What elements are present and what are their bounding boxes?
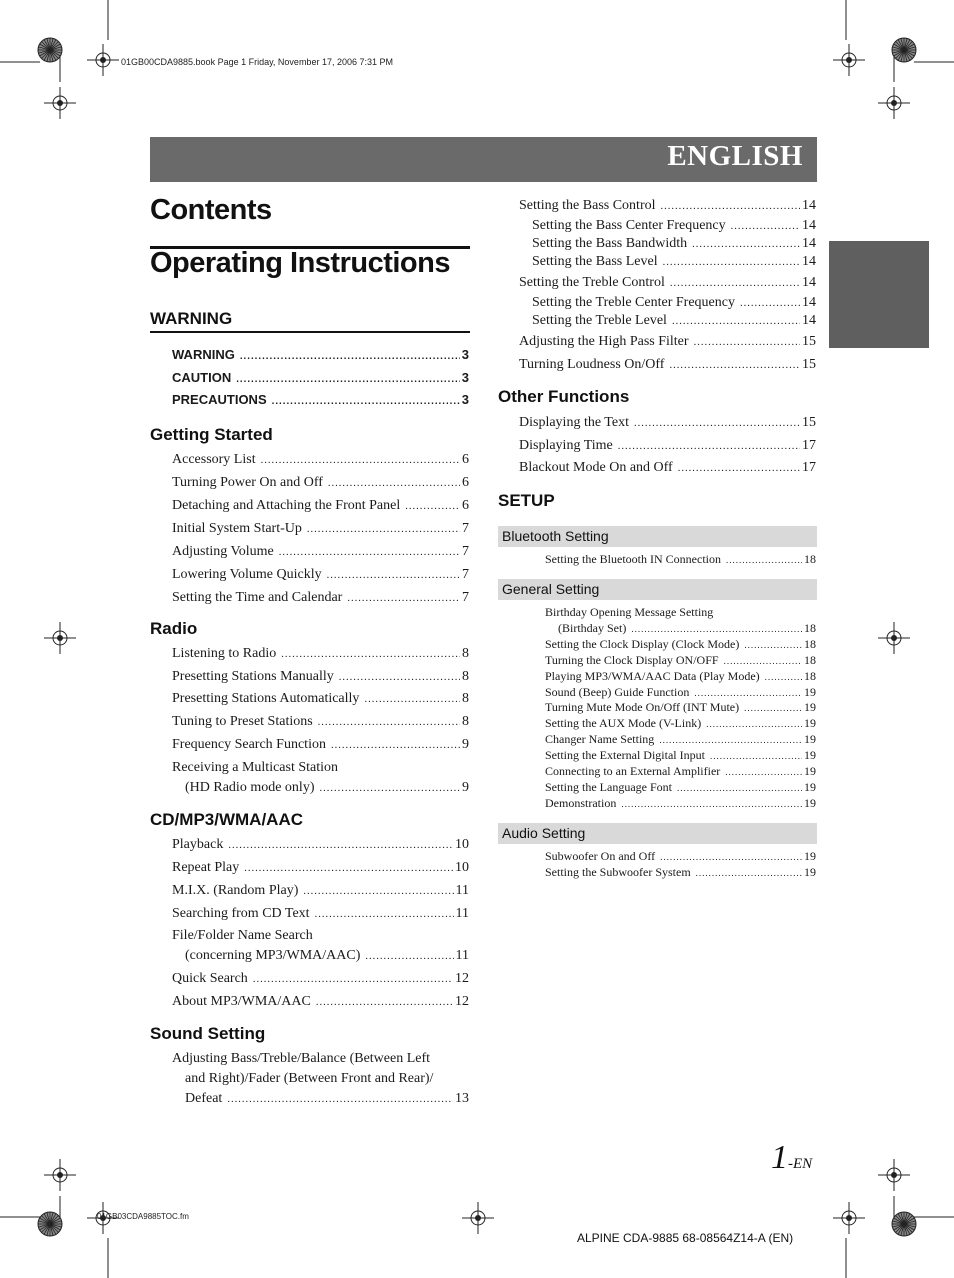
- toc-entry: [545, 796, 816, 811]
- toc-entry: [532, 295, 816, 311]
- section-heading-setup: SETUP: [498, 491, 555, 510]
- toc-entry-page: 8: [462, 668, 469, 684]
- registration-target-icon: [44, 87, 76, 119]
- toc-entry-page: 19: [804, 763, 816, 778]
- toc-entry: [532, 313, 816, 329]
- subheading-bluetooth: [498, 526, 817, 547]
- page-number-value: 1: [771, 1139, 788, 1176]
- toc-entry: [172, 971, 469, 987]
- toc-entry-title: (Birthday Set): [558, 621, 627, 635]
- toc-entry-adjusting: [185, 1091, 469, 1107]
- toc-entry-file-search: [185, 948, 469, 964]
- subheading-audio: [498, 823, 817, 844]
- registration-target-icon: [87, 44, 119, 76]
- toc-entry-adjusting-line1: Adjusting Bass/Treble/Balance (Between Left: [172, 1051, 431, 1066]
- toc-entry-title: Blackout Mode On and Off: [519, 460, 673, 475]
- toc-entry-title: Turning Loudness On/Off: [519, 357, 665, 372]
- page-subtitle: Operating Instructions: [150, 247, 450, 279]
- toc-entry: [172, 567, 469, 583]
- toc-entry-page: 18: [804, 621, 816, 635]
- section-heading-getting-started: Getting Started: [150, 425, 273, 444]
- toc-entry-page: 18: [804, 668, 816, 683]
- section-heading-radio: Radio: [150, 619, 198, 638]
- toc-entry: [172, 691, 469, 707]
- toc-entry-page: 14: [802, 275, 816, 290]
- toc-entry: [545, 669, 816, 684]
- section-heading-cd: CD/MP3/WMA/AAC: [150, 810, 303, 829]
- toc-entry-title: Defeat: [185, 1091, 223, 1106]
- toc-entry-title: Setting the Language Font: [545, 779, 672, 794]
- toc-entry: [545, 716, 816, 731]
- toc-entry: [532, 254, 816, 270]
- toc-entry-page: 19: [804, 849, 816, 863]
- toc-entry-page: 19: [804, 865, 816, 879]
- subheading-bluetooth-text: Bluetooth Setting: [502, 528, 609, 544]
- registration-target-icon: [833, 44, 865, 76]
- toc-entry-title: Setting the Bluetooth IN Connection: [545, 552, 721, 566]
- toc-entry-title: Accessory List: [172, 452, 256, 467]
- toc-entry-birthday-line1: Birthday Opening Message Setting: [545, 605, 714, 619]
- toc-entry: [519, 275, 816, 291]
- toc-entry: [172, 392, 469, 407]
- toc-entry-title: Sound (Beep) Guide Function: [545, 684, 690, 699]
- toc-entry-page: 10: [455, 837, 469, 852]
- toc-entry-title: Setting the AUX Mode (V-Link): [545, 716, 702, 731]
- toc-entry-page: 9: [462, 780, 469, 795]
- page-number-suffix: -EN: [788, 1156, 813, 1172]
- toc-entry: [545, 653, 816, 668]
- toc-entry-title: Setting the Treble Level: [532, 313, 667, 328]
- toc-entry-page: 14: [802, 236, 816, 251]
- subheading-audio-text: Audio Setting: [502, 825, 586, 841]
- toc-entry: [519, 438, 816, 454]
- toc-entry-page: 8: [462, 646, 469, 661]
- toc-entry-title: WARNING: [172, 347, 235, 362]
- toc-entry-title: Subwoofer On and Off: [545, 849, 656, 863]
- toc-entry-page: 19: [804, 716, 816, 731]
- registration-target-icon: [878, 87, 910, 119]
- toc-entry-page: 11: [455, 883, 469, 898]
- toc-entry-title: Tuning to Preset Stations: [172, 714, 313, 730]
- toc-entry-title: Playing MP3/WMA/AAC Data (Play Mode): [545, 668, 760, 683]
- toc-entry-page: 14: [802, 254, 816, 269]
- color-bar-wheel-icon: [38, 1212, 62, 1236]
- toc-entry: [519, 357, 816, 373]
- toc-entry-title: Turning Power On and Off: [172, 475, 323, 490]
- toc-entry-page: 18: [804, 652, 816, 667]
- toc-entry: [545, 865, 816, 880]
- registration-target-icon: [44, 622, 76, 654]
- toc-entry-title: Playback: [172, 837, 224, 852]
- toc-entry-page: 19: [804, 779, 816, 794]
- toc-entry-title: (HD Radio mode only): [185, 780, 315, 795]
- toc-entry-page: 17: [802, 460, 816, 475]
- toc-entry-title: Repeat Play: [172, 860, 240, 875]
- footer-model: ALPINE CDA-9885 68-08564Z14-A (EN): [577, 1231, 794, 1245]
- toc-entry-title: Lowering Volume Quickly: [172, 567, 322, 582]
- toc-entry: [172, 347, 469, 362]
- toc-entry-page: 13: [455, 1091, 469, 1106]
- toc-entry-page: 18: [804, 552, 816, 566]
- toc-entry: [532, 218, 816, 234]
- toc-entry: [519, 415, 816, 431]
- toc-entry-page: 8: [462, 691, 469, 707]
- toc-entry-page: 12: [455, 994, 469, 1009]
- toc-entry-page: 15: [802, 334, 816, 349]
- toc-entry-adjusting-line2: and Right)/Fader (Between Front and Rear)/: [185, 1071, 434, 1086]
- toc-entry-page: 10: [455, 860, 469, 875]
- toc-entry-title: Demonstration: [545, 795, 617, 810]
- toc-entry-title: Setting the Time and Calendar: [172, 590, 343, 605]
- toc-entry-title: Searching from CD Text: [172, 906, 310, 921]
- toc-entry-page: 14: [802, 198, 816, 213]
- toc-entry: [172, 737, 469, 753]
- toc-entry-page: 15: [802, 357, 816, 372]
- toc-entry-page: 6: [462, 452, 469, 467]
- toc-entry: [545, 764, 816, 779]
- toc-entry-page: 14: [802, 218, 816, 233]
- registration-target-icon: [878, 622, 910, 654]
- toc-entry-page: 14: [802, 295, 816, 310]
- color-bar-wheel-icon: [892, 38, 916, 62]
- toc-entry-title: Presetting Stations Automatically: [172, 691, 360, 707]
- toc-entry: [545, 552, 816, 567]
- toc-entry: [519, 334, 816, 350]
- side-language-tab: [829, 241, 929, 348]
- toc-entry-title: Setting the Bass Control: [519, 198, 656, 213]
- toc-entry-title: Setting the Bass Center Frequency: [532, 218, 726, 233]
- toc-entry-title: Displaying Time: [519, 437, 613, 453]
- toc-entry: [172, 590, 469, 606]
- registration-target-icon: [833, 1202, 865, 1234]
- toc-entry-title: Listening to Radio: [172, 646, 277, 661]
- page-title: Contents: [150, 194, 272, 226]
- subheading-general-text: General Setting: [502, 581, 600, 597]
- section-heading-other-functions: Other Functions: [498, 387, 630, 406]
- toc-entry-page: 17: [802, 437, 816, 453]
- toc-entry: [172, 646, 469, 662]
- toc-entry-page: 3: [461, 347, 469, 362]
- toc-entry-page: 7: [462, 521, 469, 536]
- toc-entry-page: 12: [455, 971, 469, 986]
- toc-entry-title: Setting the Clock Display (Clock Mode): [545, 637, 740, 651]
- page-number: [771, 1139, 812, 1177]
- toc-entry: [172, 452, 469, 468]
- toc-entry: [545, 780, 816, 795]
- toc-entry: [545, 700, 816, 715]
- toc-entry-title: CAUTION: [172, 369, 232, 385]
- language-banner: [150, 137, 817, 182]
- toc-entry: [545, 637, 816, 652]
- toc-entry-page: 3: [461, 369, 469, 385]
- registration-target-icon: [462, 1202, 494, 1234]
- toc-entry-title: Adjusting Volume: [172, 544, 274, 559]
- toc-entry-page: 18: [804, 637, 816, 651]
- toc-entry-page: 11: [455, 906, 469, 921]
- toc-entry: [172, 370, 469, 385]
- toc-entry-title: Setting the Subwoofer System: [545, 865, 691, 879]
- toc-entry-page: 19: [804, 684, 816, 699]
- toc-entry-birthday: [558, 621, 816, 636]
- color-bar-wheel-icon: [38, 38, 62, 62]
- section-heading-warning: WARNING: [150, 309, 233, 328]
- toc-entry: [172, 521, 469, 537]
- registration-target-icon: [44, 1159, 76, 1191]
- registration-target-icon: [878, 1159, 910, 1191]
- color-bar-wheel-icon: [892, 1212, 916, 1236]
- toc-entry-page: 7: [462, 567, 469, 582]
- toc-entry-title: Quick Search: [172, 971, 248, 986]
- toc-entry: [172, 544, 469, 560]
- toc-entry-title: PRECAUTIONS: [172, 392, 267, 407]
- toc-entry: [545, 849, 816, 864]
- toc-entry-title: Turning the Clock Display ON/OFF: [545, 652, 719, 667]
- toc-entry: [172, 994, 469, 1010]
- toc-entry-title: Setting the Treble Control: [519, 275, 665, 290]
- toc-entry-title: Turning Mute Mode On/Off (INT Mute): [545, 700, 740, 715]
- toc-entry: [172, 498, 469, 514]
- toc-entry-title: Setting the Bass Bandwidth: [532, 236, 688, 251]
- warning-rule: [150, 331, 470, 333]
- toc-entry-page: 3: [461, 392, 469, 407]
- toc-entry-title: Initial System Start-Up: [172, 521, 302, 536]
- subheading-general: [498, 579, 817, 600]
- toc-entry-page: 19: [804, 700, 816, 715]
- toc-entry-page: 8: [462, 714, 469, 730]
- toc-entry-title: About MP3/WMA/AAC: [172, 994, 311, 1009]
- toc-entry-title: M.I.X. (Random Play): [172, 883, 299, 898]
- footer-filename: 01GB03CDA9885TOC.fm: [97, 1212, 189, 1221]
- toc-entry-file-search-line1: File/Folder Name Search: [172, 928, 313, 943]
- toc-entry: [545, 685, 816, 700]
- toc-entry: [172, 714, 469, 730]
- toc-entry: [172, 837, 469, 853]
- toc-entry-title: Presetting Stations Manually: [172, 668, 334, 684]
- section-heading-sound: Sound Setting: [150, 1024, 266, 1043]
- toc-entry-title: (concerning MP3/WMA/AAC): [185, 948, 361, 963]
- toc-entry-title: Detaching and Attaching the Front Panel: [172, 498, 401, 513]
- toc-entry: [172, 475, 469, 491]
- toc-entry-page: 6: [462, 475, 469, 490]
- toc-entry-page: 9: [462, 736, 469, 752]
- toc-entry: [532, 236, 816, 252]
- toc-entry: [545, 732, 816, 747]
- toc-entry-page: 19: [804, 795, 816, 810]
- toc-entry-page: 14: [802, 313, 816, 328]
- toc-entry: [519, 198, 816, 214]
- toc-entry-page: 19: [804, 732, 816, 747]
- toc-entry: [172, 883, 469, 899]
- toc-entry: [172, 860, 469, 876]
- toc-entry-title: Connecting to an External Amplifier: [545, 763, 721, 778]
- toc-entry: [172, 906, 469, 922]
- print-header-info: 01GB00CDA9885.book Page 1 Friday, November 17, 2006 7:31 PM: [121, 57, 393, 67]
- toc-entry-multicast-line1: Receiving a Multicast Station: [172, 760, 339, 775]
- toc-entry-title: Setting the External Digital Input: [545, 747, 705, 762]
- toc-entry-title: Adjusting the High Pass Filter: [519, 334, 689, 349]
- toc-entry-page: 11: [455, 948, 469, 963]
- toc-entry-page: 15: [802, 415, 816, 430]
- toc-entry-page: 19: [804, 747, 816, 762]
- toc-entry-title: Frequency Search Function: [172, 736, 326, 752]
- toc-entry-multicast: [185, 780, 469, 796]
- toc-entry: [172, 669, 469, 685]
- toc-entry-title: Setting the Treble Center Frequency: [532, 295, 735, 310]
- toc-entry-title: Displaying the Text: [519, 415, 629, 430]
- toc-entry-page: 7: [462, 544, 469, 559]
- toc-entry: [545, 748, 816, 763]
- toc-entry-title: Changer Name Setting: [545, 732, 655, 747]
- toc-entry-page: 7: [462, 590, 469, 605]
- toc-entry-page: 6: [462, 498, 469, 513]
- toc-entry-title: Setting the Bass Level: [532, 254, 658, 269]
- toc-entry: [519, 460, 816, 476]
- language-banner-text: ENGLISH: [667, 140, 803, 172]
